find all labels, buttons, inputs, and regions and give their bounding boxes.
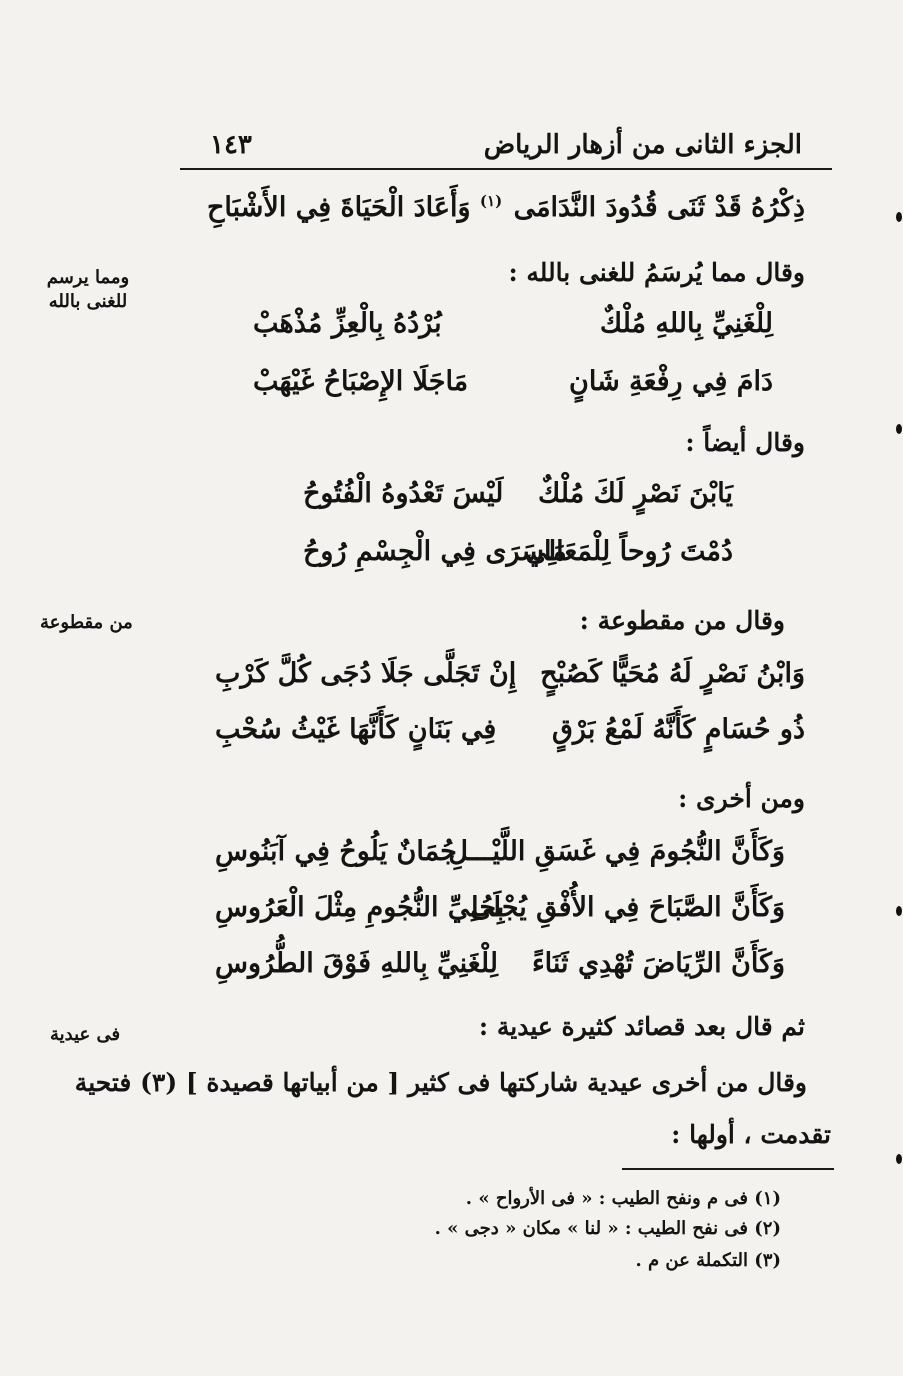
hemistich-first: دَامَ فِي رِفْعَةِ شَانٍ	[569, 366, 773, 397]
footnote: (٢) فى نفح الطيب : « لنا » مكان « دجى » .	[434, 1218, 781, 1239]
scan-mark	[896, 1154, 902, 1164]
hemistich-second: مَاسَرَى فِي الْجِسْمِ رُوحُ	[303, 536, 567, 567]
hemistich-second: إِنْ تَجَلَّى جَلَا دُجَى كُلَّ كَرْبِ	[215, 658, 517, 689]
hemistich-first: لِلْغَنِيِّ بِاللهِ مُلْكٌ	[599, 308, 773, 339]
verse-line	[215, 658, 805, 702]
hemistich-first: وَكَأَنَّ النُّجُومَ فِي غَسَقِ اللَّيْـــلِ	[448, 836, 785, 867]
scan-mark	[896, 212, 902, 222]
hemistich-second: جُمَانٌ يَلُوحُ فِي آبَنُوسِ	[215, 836, 457, 867]
footnote: (١) فى م ونفح الطيب : « فى الأرواح » .	[465, 1188, 781, 1209]
footnote-rule	[622, 1168, 834, 1170]
margin-note: فى عيدية	[50, 1024, 121, 1045]
verse-line	[253, 366, 773, 410]
hemistich-first: يَابْنَ نَصْرٍ لَكَ مُلْكٌ	[538, 478, 733, 509]
hemistich-first: دُمْتَ رُوحاً لِلْمَعَالِي	[525, 536, 733, 567]
verse-line	[303, 478, 733, 522]
intro-line: وقال مما يُرسَمُ للغنى بالله :	[508, 258, 805, 287]
intro-line: وقال من مقطوعة :	[579, 606, 785, 635]
footnote: (٣) التكملة عن م .	[635, 1250, 781, 1271]
page-number: ١٤٣	[210, 130, 252, 160]
scan-mark	[896, 906, 902, 916]
intro-line: ثم قال بعد قصائد كثيرة عيدية :	[478, 1012, 805, 1041]
intro-line: ومن أخرى :	[678, 784, 805, 813]
verse-line	[215, 714, 805, 758]
hemistich-second: فِي بَنَانٍ كَأَنَّهَا غَيْثُ سُحْبِ	[215, 714, 497, 745]
hemistich-first: وَكَأَنَّ الصَّبَاحَ فِي الأُفْقِ يُجْلَى	[470, 892, 785, 923]
hemistich-first: ذُو حُسَامٍ كَأَنَّهُ لَمْعُ بَرْقٍ	[551, 714, 805, 745]
hemistich-second: بُرْدُهُ بِالْعِزِّ مُذْهَبْ	[253, 308, 442, 339]
footnote-ref: (١)	[479, 192, 503, 210]
intro-line: تقدمت ، أولها :	[671, 1120, 831, 1149]
verse-line	[215, 836, 785, 880]
hemistich-second: بِحُلِيِّ النُّجُومِ مِثْلَ الْعَرُوسِ	[215, 892, 505, 923]
running-header	[180, 128, 830, 168]
hemistich-second: $^{(١)}$ وَأَعَادَ الْحَيَاةَ فِي الأَشْبَاحِ	[207, 192, 503, 223]
scan-mark	[896, 424, 902, 434]
hemistich-first: وَابْنُ نَصْرٍ لَهُ مُحَيًّا كَصُبْحٍ	[540, 658, 805, 689]
hemistich-second: لِلْغَنِيِّ بِاللهِ فَوْقَ الطُّرُوسِ	[215, 948, 498, 979]
verse-line	[253, 308, 773, 352]
hemistich-second: لَيْسَ تَعْدُوهُ الْفُتُوحُ	[303, 478, 504, 509]
verse-line	[207, 192, 805, 236]
margin-note: من مقطوعة	[40, 612, 133, 633]
verse-line	[215, 948, 785, 992]
verse-line	[215, 892, 785, 936]
intro-line: وقال من أخرى عيدية شاركتها فى كثير [ من أبياتها قصيدة ] (٣) فتحية	[74, 1068, 807, 1097]
hemistich-second: مَاجَلَا الإِصْبَاحُ غَيْهَبْ	[253, 366, 469, 397]
intro-line: وقال أيضاً :	[685, 428, 805, 457]
hemistich-first: وَكَأَنَّ الرِّيَاضَ تُهْدِي ثَنَاءً	[531, 948, 785, 979]
hemistich-first: ذِكْرُهُ قَدْ ثَنَى قُدُودَ النَّدَامَى	[513, 192, 805, 223]
header-rule	[180, 168, 832, 170]
verse-line	[303, 536, 733, 580]
margin-note: ومما يرسم للغنى بالله	[46, 267, 130, 312]
header-title: الجزء الثانى من أزهار الرياض	[483, 130, 802, 160]
